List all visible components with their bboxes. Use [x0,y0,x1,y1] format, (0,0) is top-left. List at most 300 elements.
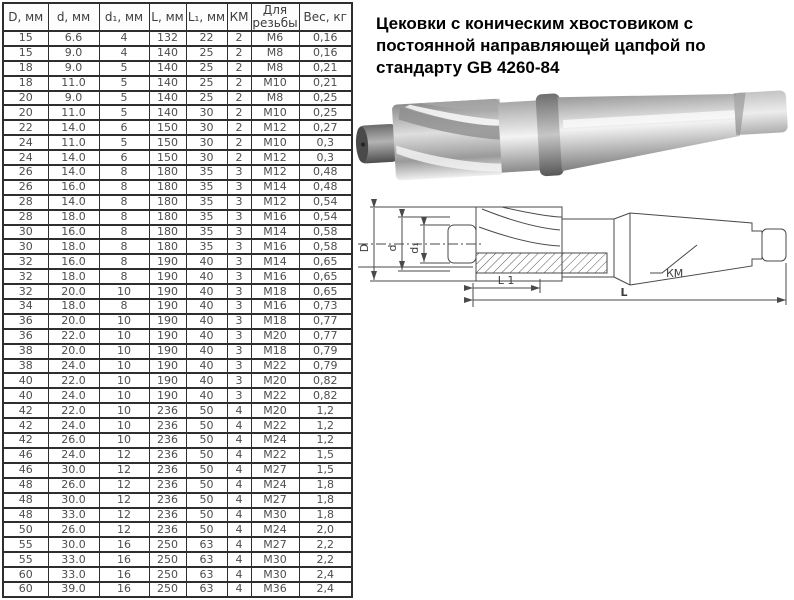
table-row [3,180,352,195]
table-cell: 236 [149,403,186,418]
table-cell: M22 [251,359,299,374]
table-cell: 20.0 [48,344,99,359]
table-cell: 26 [3,180,48,195]
table-cell: M22 [251,418,299,433]
table-cell: 25 [186,76,227,91]
tool-photo-body [354,86,790,187]
table-cell: 24.0 [48,388,99,403]
table-cell: 42 [3,403,48,418]
table-cell: M30 [251,552,299,567]
table-cell: 38 [3,344,48,359]
table-cell: M12 [251,165,299,180]
table-cell: 35 [186,180,227,195]
table-row [3,254,352,269]
table-cell: 2 [227,46,251,61]
table-cell: 180 [149,165,186,180]
table-cell: 30.0 [48,463,99,478]
table-cell: 11.0 [48,105,99,120]
table-cell: 0,3 [299,150,352,165]
table-cell: M12 [251,150,299,165]
table-cell: 16.0 [48,254,99,269]
table-cell: 8 [99,299,149,314]
table-cell: M20 [251,403,299,418]
table-cell: 28 [3,210,48,225]
table-cell: M22 [251,388,299,403]
table-cell: 4 [227,508,251,523]
table-cell: 0,65 [299,269,352,284]
table-row [3,165,352,180]
table-cell: 5 [99,61,149,76]
table-cell: 180 [149,210,186,225]
table-cell: 1,5 [299,448,352,463]
table-cell: 42 [3,418,48,433]
table-cell: 10 [99,418,149,433]
table-cell: M10 [251,135,299,150]
table-cell: 9.0 [48,61,99,76]
table-cell: 190 [149,284,186,299]
column-header: Для резьбы [252,3,298,30]
table-cell: 0,48 [299,180,352,195]
table-row [3,210,352,225]
table-cell: 1,2 [299,403,352,418]
table-cell: 2 [227,135,251,150]
table-cell: M14 [251,254,299,269]
table-cell: 5 [99,135,149,150]
table-cell: 250 [149,552,186,567]
column-header: L₁, мм [186,3,227,31]
table-cell: 4 [227,478,251,493]
dim-label-d1: d₁ [408,242,421,254]
table-row [3,463,352,478]
table-cell: 18 [3,76,48,91]
table-row [3,359,352,374]
column-header: КМ [227,3,251,31]
header-row [3,3,352,31]
table-cell: 15 [3,31,48,46]
table-cell: 30.0 [48,493,99,508]
table-cell: 140 [149,76,186,91]
table-cell: 32 [3,284,48,299]
table-row [3,508,352,523]
table-cell: 0,82 [299,388,352,403]
table-cell: 50 [3,522,48,537]
table-cell: 35 [186,239,227,254]
table-cell: 40 [186,269,227,284]
table-cell: M20 [251,329,299,344]
table-cell: 3 [227,329,251,344]
table-cell: 25 [186,61,227,76]
table-cell: 0,79 [299,359,352,374]
dimensions-table [2,2,353,598]
table-cell: 2,0 [299,522,352,537]
table-cell: 0,77 [299,329,352,344]
table-cell: 5 [99,76,149,91]
table-cell: 10 [99,359,149,374]
table-cell: 2 [227,120,251,135]
table-cell: 190 [149,329,186,344]
table-row [3,46,352,61]
table-cell: 50 [186,448,227,463]
table-cell: 35 [186,210,227,225]
table-cell: 8 [99,269,149,284]
table-cell: 140 [149,61,186,76]
table-cell: 3 [227,225,251,240]
table-cell: 30 [186,120,227,135]
dim-label-L1: L 1 [497,274,515,287]
table-cell: 236 [149,493,186,508]
table-cell: M36 [251,582,299,597]
table-cell: 50 [186,403,227,418]
tool-drawing [352,193,794,330]
table-cell: 40 [186,359,227,374]
column-header: L, мм [149,3,186,31]
table-cell: 0,3 [299,135,352,150]
table-cell: 0,27 [299,120,352,135]
table-cell: 190 [149,299,186,314]
dim-label-d: d [386,244,399,252]
table-row [3,388,352,403]
column-header: d₁, мм [99,3,149,31]
table-cell: 33.0 [48,508,99,523]
table-cell: 0,65 [299,284,352,299]
table-cell: 4 [227,567,251,582]
table-cell: 8 [99,254,149,269]
table-cell: 16.0 [48,180,99,195]
table-cell: M18 [251,344,299,359]
table-cell: 9.0 [48,46,99,61]
table-cell: 190 [149,269,186,284]
table-cell: M24 [251,478,299,493]
table-cell: 20 [3,105,48,120]
table-row [3,76,352,91]
table-row [3,269,352,284]
tool-photo [352,86,794,204]
table-cell: 22 [3,120,48,135]
table-cell: 190 [149,373,186,388]
table-cell: M16 [251,239,299,254]
table-cell: 10 [99,373,149,388]
table-row [3,403,352,418]
table-cell: 50 [186,433,227,448]
table-cell: 50 [186,508,227,523]
table-cell: 2 [227,31,251,46]
table-row [3,91,352,106]
table-cell: 50 [186,478,227,493]
table-cell: 3 [227,284,251,299]
table-cell: 2,4 [299,567,352,582]
table-cell: 190 [149,388,186,403]
table-cell: 8 [99,225,149,240]
table-cell: 16 [99,567,149,582]
table-cell: M30 [251,508,299,523]
table-row [3,195,352,210]
table-cell: 190 [149,344,186,359]
table-cell: 236 [149,418,186,433]
table-row [3,120,352,135]
table-row [3,522,352,537]
table-cell: 3 [227,210,251,225]
column-header: D, мм [3,3,48,31]
table-cell: 4 [99,31,149,46]
table-cell: 60 [3,567,48,582]
table-cell: M27 [251,537,299,552]
table-row [3,105,352,120]
table-cell: 190 [149,254,186,269]
table-row [3,567,352,582]
table-cell: 50 [186,522,227,537]
table-cell: 1,2 [299,418,352,433]
page-title-line: Цековки с коническим хвостовиком с [376,14,694,33]
table-cell: 6 [99,150,149,165]
table-cell: 63 [186,552,227,567]
table-cell: 50 [186,493,227,508]
table-cell: 36 [3,329,48,344]
table-cell: 26.0 [48,522,99,537]
table-cell: 1,8 [299,508,352,523]
table-cell: 24 [3,150,48,165]
table-cell: 0,73 [299,299,352,314]
table-cell: 10 [99,403,149,418]
table-cell: 18.0 [48,210,99,225]
table-cell: 150 [149,135,186,150]
table-cell: M30 [251,567,299,582]
table-cell: 24 [3,135,48,150]
table-cell: 6 [99,120,149,135]
table-cell: 38 [3,359,48,374]
table-cell: 3 [227,373,251,388]
table-cell: 30 [186,135,227,150]
table-cell: 180 [149,180,186,195]
table-cell: 48 [3,508,48,523]
table-row [3,284,352,299]
table-cell: M8 [251,91,299,106]
table-cell: M14 [251,180,299,195]
table-cell: 4 [227,418,251,433]
table-cell: 236 [149,522,186,537]
table-cell: 4 [99,46,149,61]
table-cell: 5 [99,91,149,106]
table-cell: 11.0 [48,76,99,91]
table-cell: M10 [251,105,299,120]
table-cell: 22.0 [48,329,99,344]
table-cell: 1,8 [299,478,352,493]
table-cell: 40 [186,284,227,299]
table-cell: 3 [227,165,251,180]
table-cell: 2 [227,76,251,91]
table-cell: 48 [3,478,48,493]
table-cell: 0,25 [299,105,352,120]
table-row [3,448,352,463]
table-cell: M24 [251,433,299,448]
table-cell: 3 [227,195,251,210]
table-cell: 0,48 [299,165,352,180]
table-cell: 40 [186,344,227,359]
table-cell: 30 [186,105,227,120]
table-cell: 46 [3,448,48,463]
table-cell: 39.0 [48,582,99,597]
dim-label-D: D [358,243,371,253]
table-cell: 12 [99,508,149,523]
table-cell: 26 [3,165,48,180]
table-cell: 35 [186,225,227,240]
table-cell: M16 [251,299,299,314]
table-cell: 250 [149,582,186,597]
table-cell: 50 [186,463,227,478]
table-cell: 140 [149,46,186,61]
table-cell: 24.0 [48,418,99,433]
table-row [3,552,352,567]
table-cell: 150 [149,150,186,165]
table-cell: 40 [3,388,48,403]
table-cell: 40 [186,254,227,269]
table-row [3,478,352,493]
table-cell: 2,4 [299,582,352,597]
page-title-line: стандарту GB 4260-84 [376,58,560,77]
table-row [3,150,352,165]
table-row [3,239,352,254]
table-row [3,582,352,597]
table-cell: 63 [186,567,227,582]
table-cell: 16 [99,552,149,567]
table-cell: 4 [227,403,251,418]
table-row [3,433,352,448]
table-cell: 3 [227,344,251,359]
table-cell: 10 [99,284,149,299]
table-cell: 2 [227,105,251,120]
table-cell: 4 [227,463,251,478]
table-cell: 11.0 [48,135,99,150]
table-cell: 0,21 [299,61,352,76]
table-row [3,329,352,344]
table-body [3,31,352,597]
table-row [3,135,352,150]
table-row [3,537,352,552]
table-cell: 180 [149,239,186,254]
table-row [3,493,352,508]
table-cell: 0,65 [299,254,352,269]
table-cell: 50 [186,418,227,433]
table-cell: 0,21 [299,76,352,91]
table-cell: 22.0 [48,403,99,418]
table-cell: 4 [227,493,251,508]
table-cell: 42 [3,433,48,448]
table-cell: 2 [227,150,251,165]
table-cell: 14.0 [48,165,99,180]
table-row [3,344,352,359]
table-cell: 30.0 [48,537,99,552]
table-cell: M18 [251,314,299,329]
table-cell: 24.0 [48,448,99,463]
dim-label-KM: КМ [666,267,684,280]
table-cell: 35 [186,195,227,210]
table-cell: 12 [99,463,149,478]
table-cell: 40 [186,373,227,388]
table-cell: 16.0 [48,225,99,240]
table-cell: 4 [227,537,251,552]
table-cell: 250 [149,567,186,582]
table-cell: 16 [99,537,149,552]
table-cell: 60 [3,582,48,597]
table-cell: 18.0 [48,239,99,254]
table-cell: 4 [227,582,251,597]
table-cell: 16 [99,582,149,597]
table-cell: 18.0 [48,299,99,314]
table-cell: M8 [251,61,299,76]
table-cell: 26.0 [48,478,99,493]
table-cell: 48 [3,493,48,508]
table-cell: 30 [186,150,227,165]
table-cell: 3 [227,359,251,374]
table-row [3,314,352,329]
table-cell: 18 [3,61,48,76]
table-cell: 0,79 [299,344,352,359]
table-cell: 3 [227,239,251,254]
table-cell: 2,2 [299,537,352,552]
table-cell: M16 [251,269,299,284]
table-cell: 1,2 [299,433,352,448]
table-cell: 236 [149,508,186,523]
table-cell: 30 [3,239,48,254]
table-row [3,31,352,46]
table-cell: 40 [186,314,227,329]
table-cell: M20 [251,373,299,388]
table-row [3,299,352,314]
table-cell: 236 [149,463,186,478]
table-cell: 25 [186,46,227,61]
table-cell: 0,54 [299,210,352,225]
table-cell: M16 [251,210,299,225]
table-cell: 140 [149,91,186,106]
table-cell: 150 [149,120,186,135]
table-cell: 40 [186,388,227,403]
table-cell: M10 [251,76,299,91]
table-cell: 3 [227,388,251,403]
table-cell: 63 [186,537,227,552]
table-row [3,418,352,433]
table-cell: 132 [149,31,186,46]
table-cell: 8 [99,195,149,210]
table-cell: M22 [251,448,299,463]
table-cell: 63 [186,582,227,597]
table-cell: 18.0 [48,269,99,284]
table-cell: 36 [3,314,48,329]
table-cell: 22 [186,31,227,46]
table-cell: 140 [149,105,186,120]
table-cell: 180 [149,225,186,240]
table-cell: 3 [227,299,251,314]
table-cell: 180 [149,195,186,210]
table-cell: 33.0 [48,552,99,567]
table-cell: M27 [251,493,299,508]
table-cell: 0,16 [299,46,352,61]
table-cell: 32 [3,269,48,284]
table-cell: 0,77 [299,314,352,329]
table-cell: 8 [99,165,149,180]
table-cell: 55 [3,537,48,552]
column-header: Вес, кг [299,3,352,31]
table-cell: 46 [3,463,48,478]
table-cell: 4 [227,448,251,463]
table-cell: 20.0 [48,314,99,329]
page-title-line: постоянной направляющей цапфой по [376,36,706,55]
table-cell: 12 [99,522,149,537]
table-cell: 1,8 [299,493,352,508]
table-cell: 3 [227,254,251,269]
table-cell: 22.0 [48,373,99,388]
dim-label-L: L [620,286,628,299]
table-cell: 10 [99,433,149,448]
table-cell: 236 [149,448,186,463]
